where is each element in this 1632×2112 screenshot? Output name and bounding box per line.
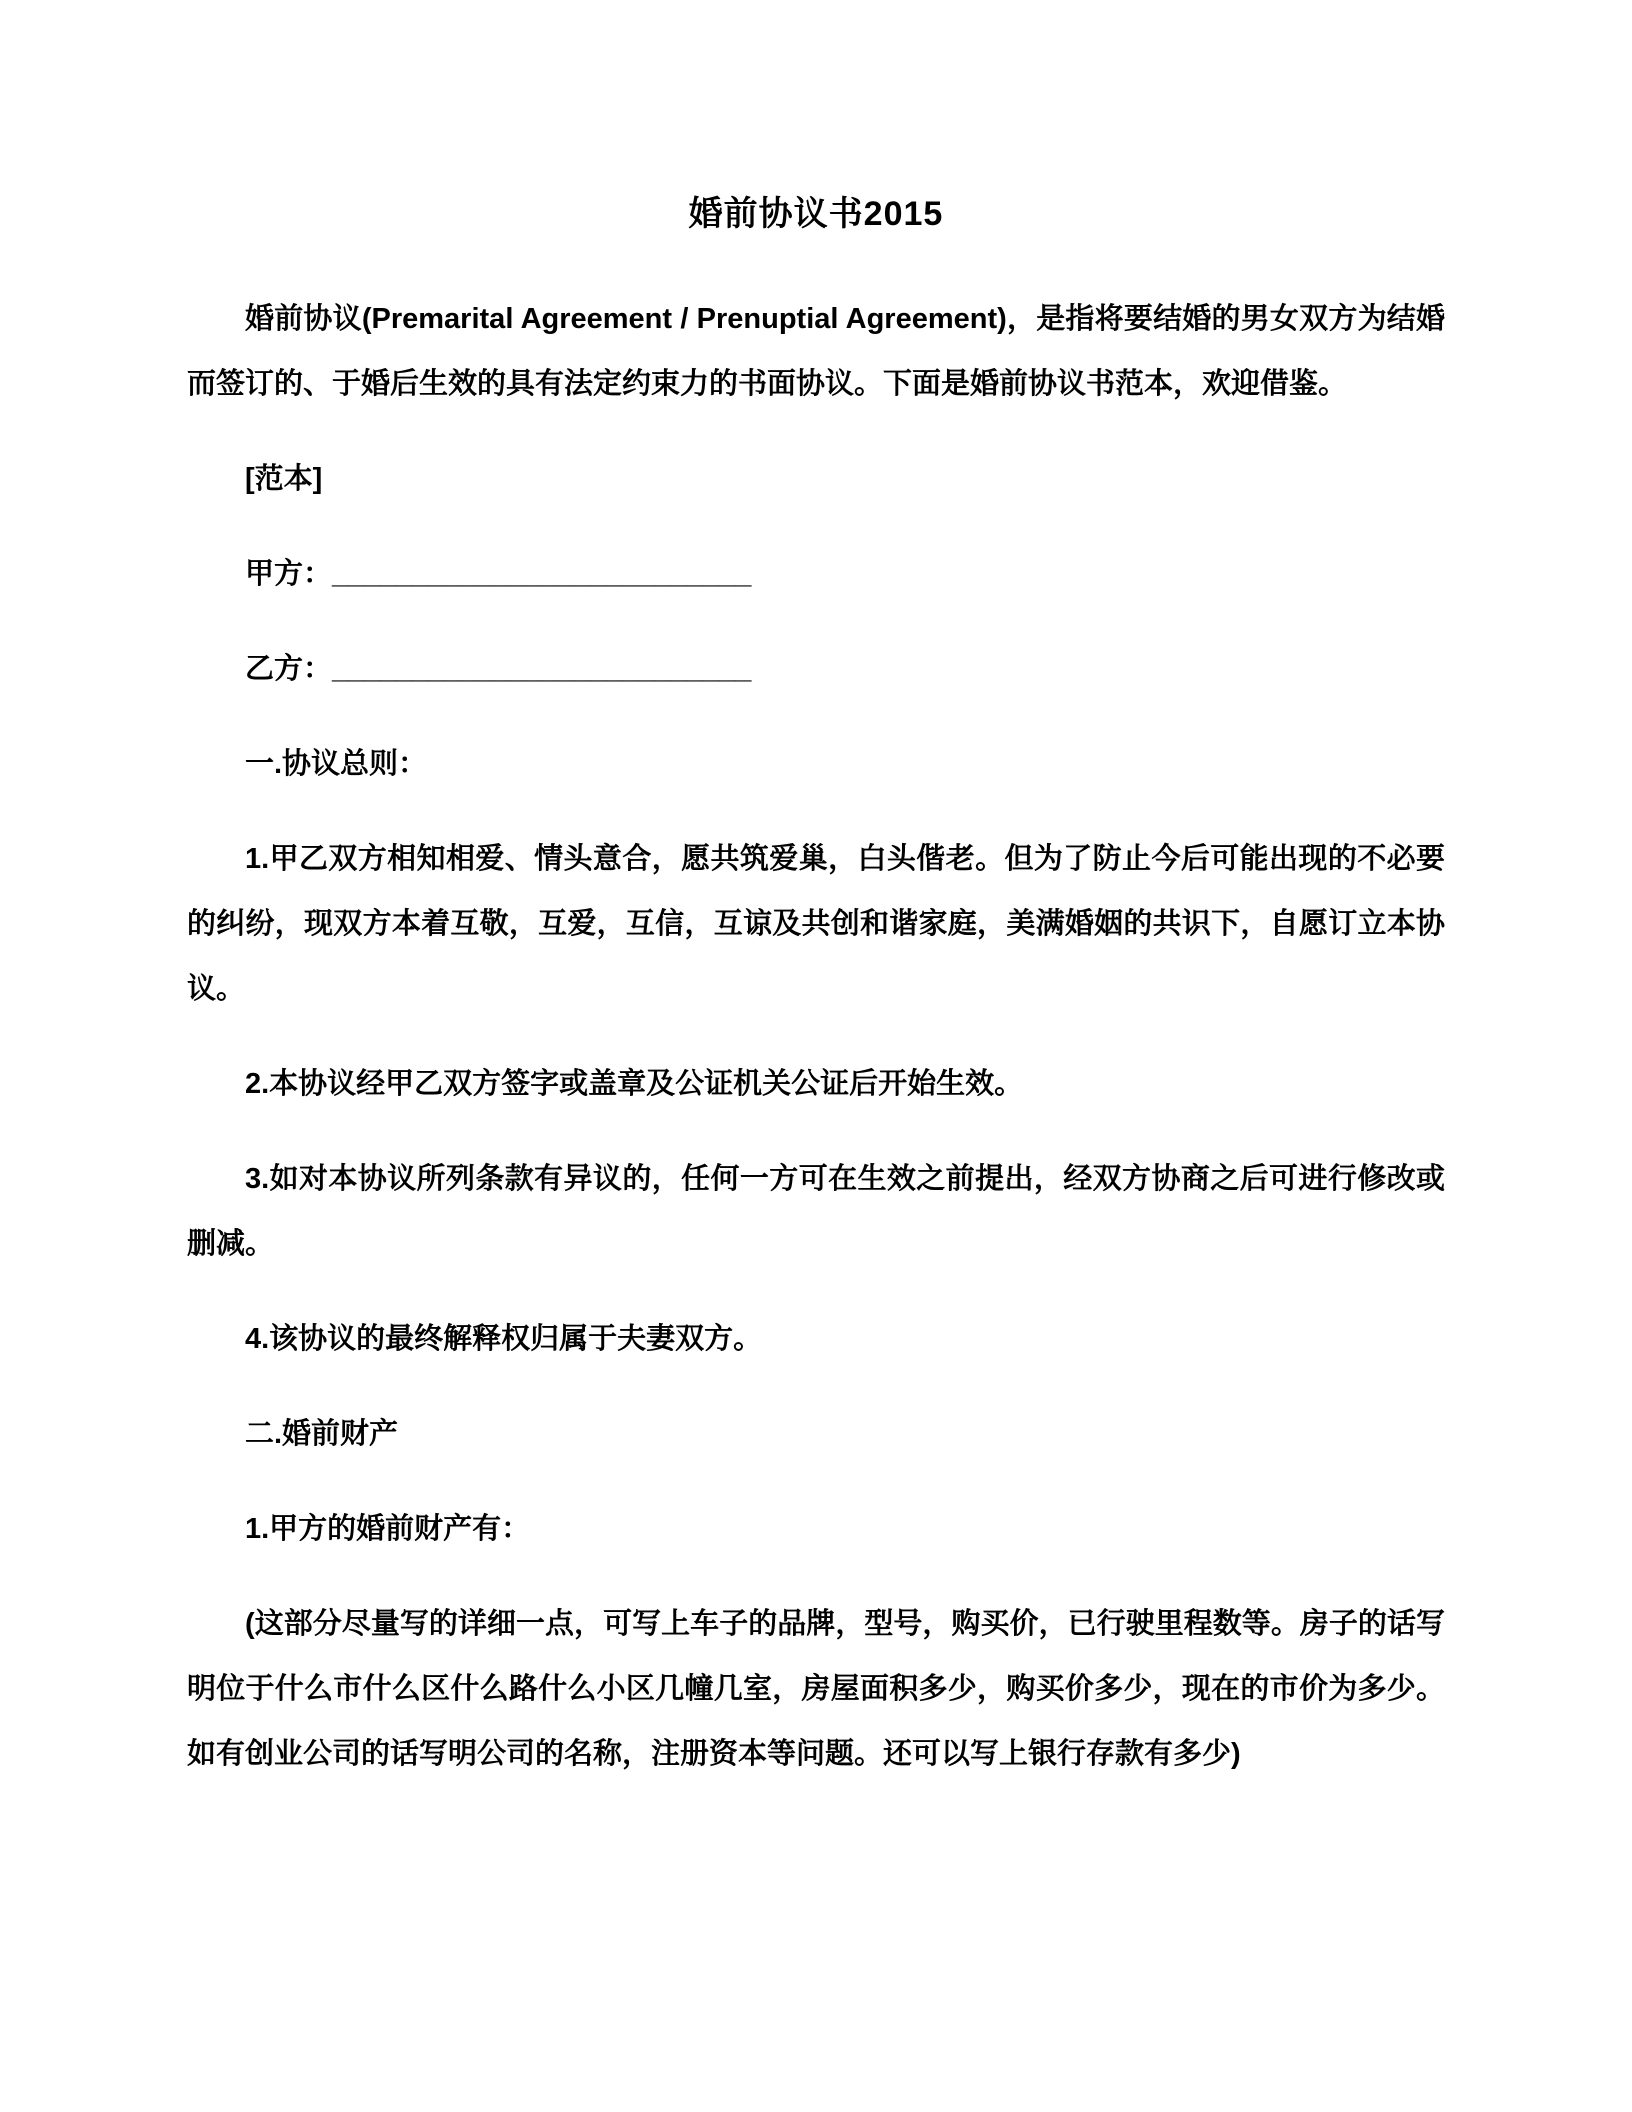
clause-1-3: 3.如对本协议所列条款有异议的，任何一方可在生效之前提出，经双方协商之后可进行修改或删减。 bbox=[187, 1163, 1445, 1260]
document-title: 婚前协议书2015 bbox=[688, 195, 944, 233]
clause-2-note: (这部分尽量写的详细一点，可写上车子的品牌，型号，购买价，已行驶里程数等。房子的话写明位于什么市什么区什么路什么小区几幢几室，房屋面积多少，购买价多少，现在的市价为多少。如有创业公司的话写明公司的名称，注册资本等问题。还可以写上银行存款有多少) bbox=[187, 1608, 1445, 1770]
clause-2-1: 1.甲方的婚前财产有： bbox=[245, 1513, 531, 1545]
sample-label: [范本] bbox=[245, 463, 323, 495]
section-two-heading: 二.婚前财产 bbox=[245, 1418, 399, 1450]
party-b-blank-line: 乙方：__________________________ bbox=[245, 653, 752, 685]
clause-1-4: 4.该协议的最终解释权归属于夫妻双方。 bbox=[245, 1323, 763, 1355]
clause-1-2: 2.本协议经甲乙双方签字或盖章及公证机关公证后开始生效。 bbox=[245, 1068, 1024, 1100]
party-a-blank-line: 甲方：__________________________ bbox=[245, 558, 752, 590]
intro-paragraph: 婚前协议(Premarital Agreement / Prenuptial Agreement)，是指将要结婚的男女双方为结婚而签订的、于婚后生效的具有法定约束力的书面协议。下面是婚前协议书范本，欢迎借鉴。 bbox=[187, 303, 1445, 400]
section-one-heading: 一.协议总则： bbox=[245, 748, 428, 780]
clause-1-1: 1.甲乙双方相知相爱、情头意合，愿共筑爱巢，白头偕老。但为了防止今后可能出现的不必要的纠纷，现双方本着互敬，互爱，互信，互谅及共创和谐家庭，美满婚姻的共识下，自愿订立本协议。 bbox=[187, 843, 1445, 1005]
